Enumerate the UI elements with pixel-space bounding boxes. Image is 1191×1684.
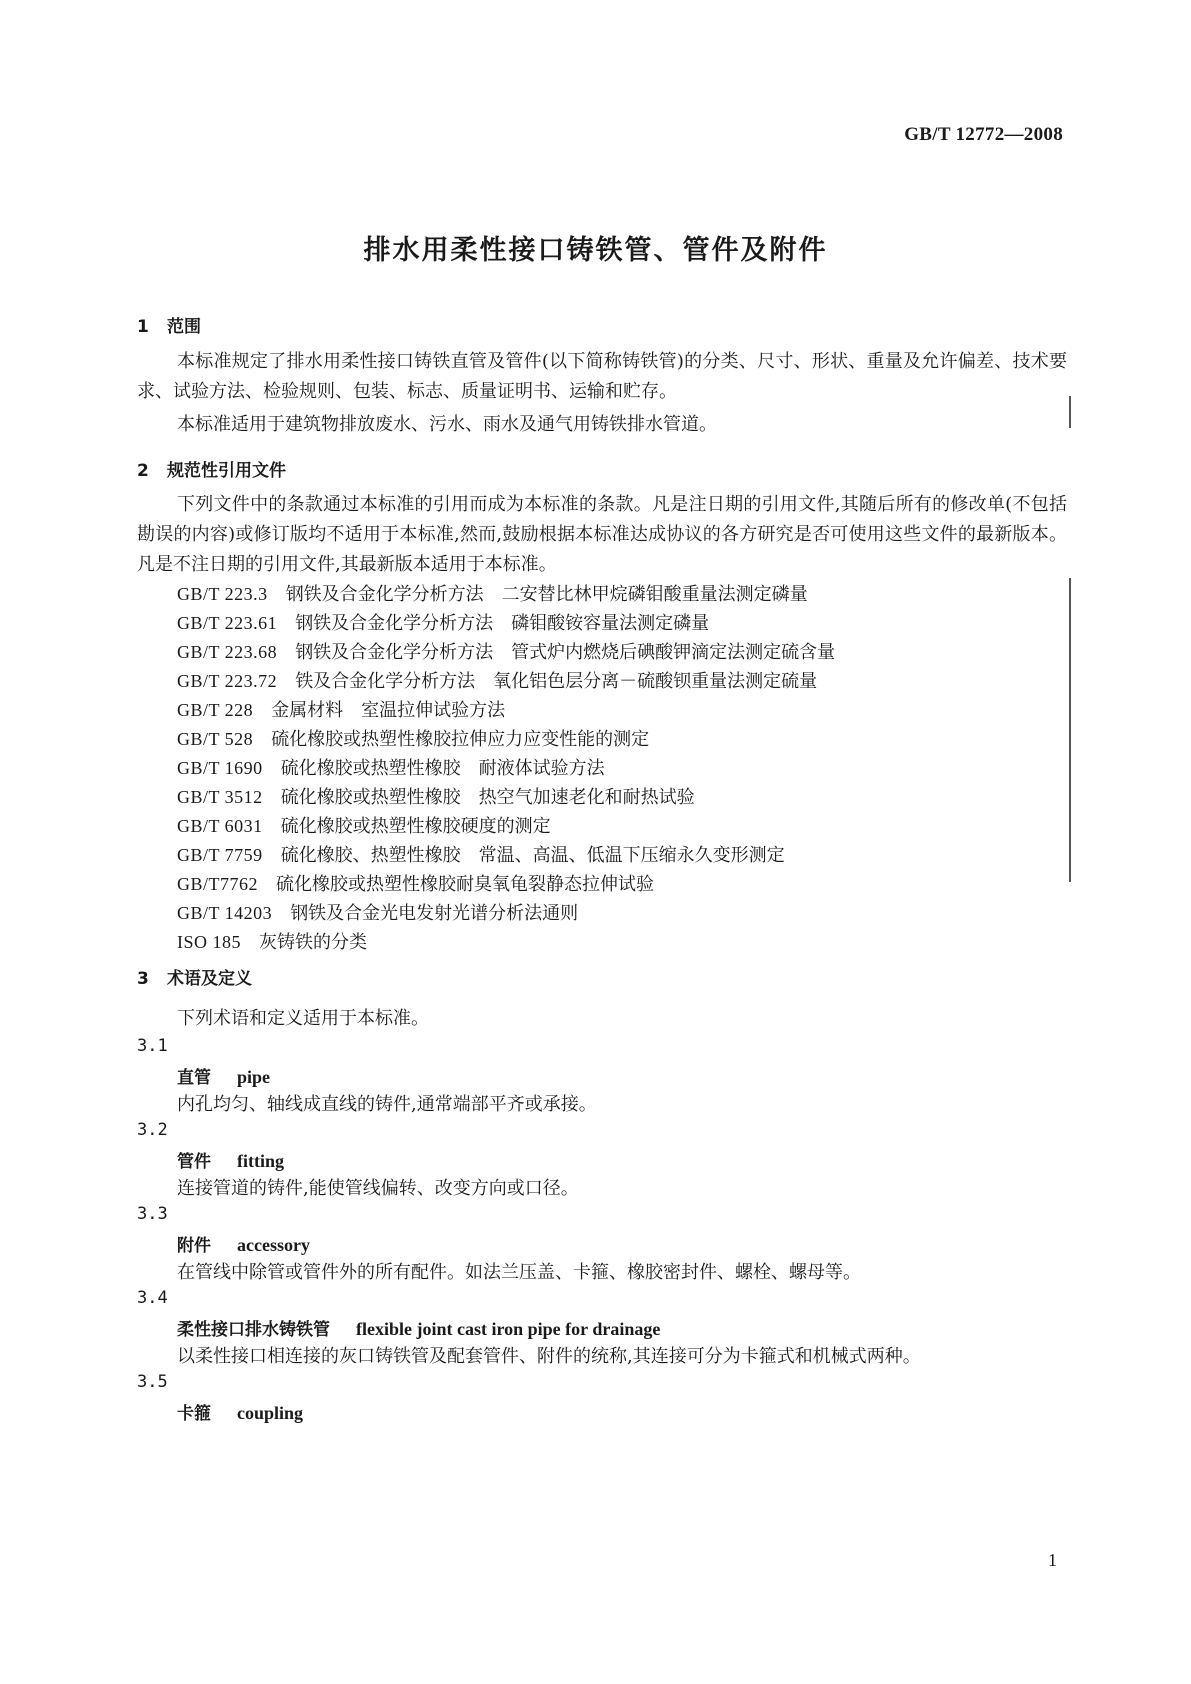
reference-item bbox=[177, 725, 649, 751]
term-chinese: 管件 bbox=[177, 1152, 211, 1172]
reference-code: GB/T 223.72 bbox=[177, 671, 278, 691]
section-number: 2 bbox=[137, 461, 149, 481]
normative-references-intro: 下列文件中的条款通过本标准的引用而成为本标准的条款。凡是注日期的引用文件,其随后所有的修改单(不包括勘误的内容)或修订版均不适用于本标准,然而,鼓励根据本标准达成协议的各方研究是否可使用这些文件的最新版本。凡是不注日期的引用文件,其最新版本适用于本标准。 bbox=[137, 494, 1067, 575]
reference-item bbox=[177, 696, 505, 722]
term-english: coupling bbox=[237, 1403, 304, 1423]
reference-title: 硫化橡胶或热塑性橡胶 热空气加速老化和耐热试验 bbox=[280, 787, 695, 808]
reference-item bbox=[177, 841, 785, 867]
term-number: 3.4 bbox=[137, 1288, 168, 1308]
section-title: 范围 bbox=[167, 317, 201, 337]
reference-item bbox=[177, 754, 605, 780]
term-name bbox=[177, 1315, 660, 1340]
section-number: 3 bbox=[137, 969, 149, 989]
reference-title: 钢铁及合金化学分析方法 管式炉内燃烧后碘酸钾滴定法测定硫含量 bbox=[295, 642, 836, 663]
reference-title: 钢铁及合金化学分析方法 二安替比林甲烷磷钼酸重量法测定磷量 bbox=[285, 584, 808, 605]
term-definition: 在管线中除管或管件外的所有配件。如法兰压盖、卡箍、橡胶密封件、螺栓、螺母等。 bbox=[177, 1262, 861, 1283]
section-2-heading bbox=[137, 456, 286, 481]
reference-code: GB/T 1690 bbox=[177, 758, 263, 778]
reference-item bbox=[177, 812, 551, 838]
scope-paragraph: 本标准规定了排水用柔性接口铸铁直管及管件(以下简称铸铁管)的分类、尺寸、形状、重量及允许偏差、技术要求、试验方法、检验规则、包装、标志、质量证明书、运输和贮存。 bbox=[137, 351, 1067, 402]
section-number: 1 bbox=[137, 317, 149, 337]
term-definition: 连接管道的铸件,能使管线偏转、改变方向或口径。 bbox=[177, 1178, 579, 1199]
reference-title: 钢铁及合金光电发射光谱分析法通则 bbox=[290, 903, 579, 924]
reference-item bbox=[177, 928, 367, 954]
reference-code: GB/T 14203 bbox=[177, 903, 273, 923]
term-name bbox=[177, 1399, 303, 1424]
term-chinese: 附件 bbox=[177, 1236, 211, 1256]
term-name bbox=[177, 1063, 270, 1088]
revision-bar bbox=[1069, 578, 1071, 882]
revision-bar bbox=[1069, 396, 1071, 428]
reference-item bbox=[177, 783, 695, 809]
reference-item bbox=[177, 870, 654, 896]
reference-title: 硫化橡胶、热塑性橡胶 常温、高温、低温下压缩永久变形测定 bbox=[280, 845, 785, 866]
reference-title: 硫化橡胶或热塑性橡胶 耐液体试验方法 bbox=[280, 758, 605, 779]
reference-title: 硫化橡胶或热塑性橡胶硬度的测定 bbox=[280, 816, 551, 837]
term-chinese: 直管 bbox=[177, 1068, 211, 1088]
term-number: 3.3 bbox=[137, 1204, 168, 1224]
reference-code: GB/T 7759 bbox=[177, 845, 263, 865]
reference-title: 灰铸铁的分类 bbox=[259, 932, 368, 953]
reference-code: GB/T 3512 bbox=[177, 787, 263, 807]
reference-code: GB/T 528 bbox=[177, 729, 254, 749]
term-number: 3.2 bbox=[137, 1120, 168, 1140]
term-number: 3.5 bbox=[137, 1372, 168, 1392]
reference-item bbox=[177, 899, 578, 925]
reference-item bbox=[177, 609, 709, 635]
term-english: flexible joint cast iron pipe for drainage bbox=[356, 1319, 661, 1339]
section-1-heading bbox=[137, 312, 201, 337]
reference-title: 钢铁及合金化学分析方法 磷钼酸铵容量法测定磷量 bbox=[295, 613, 710, 634]
term-definition: 以柔性接口相连接的灰口铸铁管及配套管件、附件的统称,其连接可分为卡箍式和机械式两种。 bbox=[177, 1346, 921, 1367]
standard-number: GB/T 12772—2008 bbox=[904, 124, 1063, 145]
page-number: 1 bbox=[1048, 1550, 1057, 1570]
document-title: 排水用柔性接口铸铁管、管件及附件 bbox=[363, 235, 828, 266]
term-number: 3.1 bbox=[137, 1036, 168, 1056]
reference-title: 硫化橡胶或热塑性橡胶拉伸应力应变性能的测定 bbox=[271, 729, 650, 750]
reference-item bbox=[177, 638, 835, 664]
reference-code: ISO 185 bbox=[177, 932, 242, 952]
term-english: pipe bbox=[237, 1067, 271, 1087]
reference-item bbox=[177, 580, 808, 606]
section-3-heading bbox=[137, 964, 252, 989]
section-title: 术语及定义 bbox=[167, 969, 252, 989]
reference-title: 硫化橡胶或热塑性橡胶耐臭氧龟裂静态拉伸试验 bbox=[276, 874, 655, 895]
reference-code: GB/T 6031 bbox=[177, 816, 263, 836]
reference-item bbox=[177, 667, 817, 693]
term-definition: 内孔均匀、轴线成直线的铸件,通常端部平齐或承接。 bbox=[177, 1094, 597, 1115]
reference-code: GB/T 223.61 bbox=[177, 613, 278, 633]
reference-code: GB/T7762 bbox=[177, 874, 259, 894]
term-name bbox=[177, 1147, 284, 1172]
terms-intro: 下列术语和定义适用于本标准。 bbox=[177, 1008, 429, 1029]
section-title: 规范性引用文件 bbox=[167, 461, 286, 481]
term-name bbox=[177, 1231, 310, 1256]
term-chinese: 卡箍 bbox=[177, 1404, 211, 1424]
term-english: accessory bbox=[237, 1235, 310, 1255]
term-english: fitting bbox=[237, 1151, 284, 1171]
reference-title: 铁及合金化学分析方法 氧化铝色层分离－硫酸钡重量法测定硫量 bbox=[295, 671, 818, 692]
scope-application: 本标准适用于建筑物排放废水、污水、雨水及通气用铸铁排水管道。 bbox=[177, 414, 717, 435]
reference-title: 金属材料 室温拉伸试验方法 bbox=[271, 700, 506, 721]
reference-code: GB/T 223.68 bbox=[177, 642, 278, 662]
reference-code: GB/T 223.3 bbox=[177, 584, 268, 604]
reference-code: GB/T 228 bbox=[177, 700, 254, 720]
term-chinese: 柔性接口排水铸铁管 bbox=[177, 1320, 330, 1340]
